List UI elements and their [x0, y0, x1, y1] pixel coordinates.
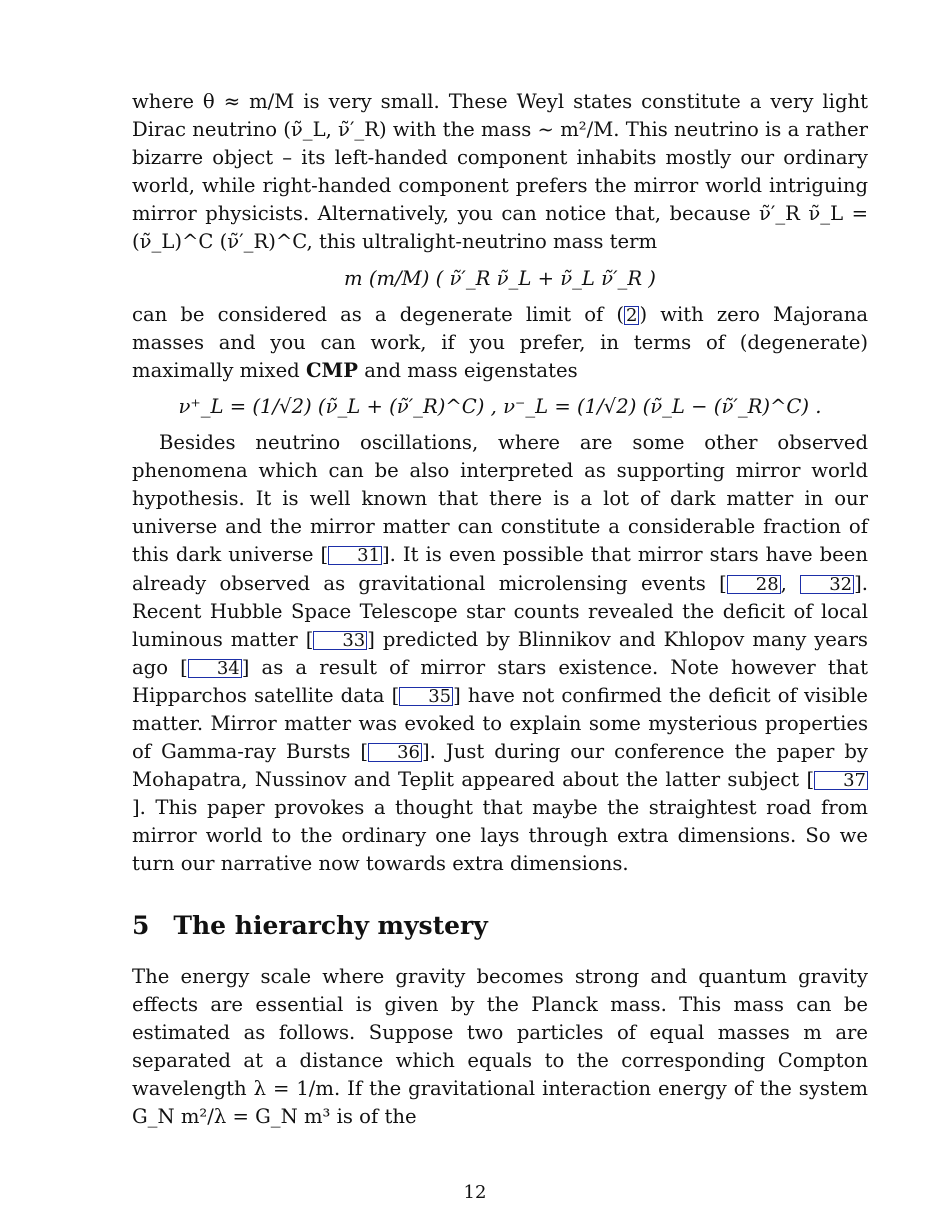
text-fragment: ] as a result of mirror stars existence. Note however that Hipparchos satellite data [ [132, 655, 868, 707]
page-number: 12 [463, 1182, 487, 1203]
text-fragment: ] predicted by Blinnikov and Khlopov many years ago [ [132, 627, 868, 679]
citation-link[interactable]: 33 [313, 631, 367, 650]
section-heading [132, 911, 868, 941]
equation-reference-link[interactable]: 2 [626, 304, 638, 326]
text-fragment: ] have not confirmed the deficit of visible matter. Mirror matter was evoked to explain some mysterious properties of Gamma-ray Bursts [ [132, 683, 869, 764]
text-fragment: Besides neutrino oscillations, where are some other observed phenomena which can be also interpreted as supporting mirror world hypothesis. It is well known that there is a lot of dark matter in our universe and the mirror matter can constitute a considerable fraction of this dark universe [ [132, 431, 868, 567]
citation-link[interactable]: 35 [399, 687, 453, 706]
section-title: The hierarchy mystery [173, 910, 488, 940]
text-fragment: ) with zero Majorana masses and you can work, if you prefer, in terms of (degenerate) maximally mixed [132, 302, 868, 382]
text-fragment: ]. Just during our conference the paper by Mohapatra, Nussinov and Teplit appeared about the latter subject [ [132, 740, 868, 792]
equation-mass-term: m (m/M) ( ν̃′_R ν̃_L + ν̃_L ν̃′_R ) [344, 266, 656, 290]
citation-link[interactable]: 37 [814, 771, 868, 790]
text-fragment: ]. Recent Hubble Space Telescope star counts revealed the deficit of local luminous matter [ [132, 571, 868, 651]
section-number: 5 [132, 910, 150, 940]
paragraph-degenerate-limit [132, 301, 868, 385]
text-fragment: ]. It is even possible that mirror stars have been already observed as gravitational microlensing events [ [132, 543, 868, 595]
equation-mass-eigenstates: ν⁺_L = (1/√2) (ν̃_L + (ν̃′_R)^C) , ν⁻_L = (1/√2) (ν̃_L − (ν̃′_R)^C) . [178, 394, 822, 418]
paragraph-mirror-evidence [132, 429, 868, 879]
citation-link[interactable]: 32 [800, 575, 854, 594]
citation-link[interactable]: 34 [188, 659, 242, 678]
bold-term-cmp: CMP [305, 358, 358, 382]
paper-page [132, 88, 868, 1131]
paragraph-neutrino-intro: where θ ≈ m/M is very small. These Weyl states constitute a very light Dirac neutrino (ν̃_L, ν̃′_R) with the mass ∼ m²/M. This neutrino is a rather bizarre object – its left-handed component inhabits mostly our ordinary world, while right-handed component prefers the mirror world intriguing mirror physicists. Alternatively, you can notice that, because ν̃′_R ν̃_L = (ν̃_L)^C (ν̃′_R)^C, this ultralight-neutrino mass term [132, 90, 868, 254]
citation-link[interactable]: 31 [328, 546, 382, 565]
citation-link[interactable]: 28 [727, 575, 781, 594]
citation-link[interactable]: 36 [368, 743, 422, 762]
text-fragment: , [780, 571, 801, 595]
text-fragment: can be considered as a degenerate limit of ( [132, 302, 624, 326]
paragraph-planck-mass: The energy scale where gravity becomes strong and quantum gravity effects are essential is given by the Planck mass. This mass can be estimated as follows. Suppose two particles of equal masses m are separated at a distance which equals to the corresponding Compton wavelength λ = 1/m. If the gravitational interaction energy of the system G_N m²/λ = G_N m³ is of the [132, 964, 868, 1128]
text-fragment: and mass eigenstates [357, 358, 578, 382]
text-fragment: ]. This paper provokes a thought that maybe the straightest road from mirror world to the ordinary one lays through extra dimensions. So we turn our narrative now towards extra dimensions. [132, 796, 868, 876]
